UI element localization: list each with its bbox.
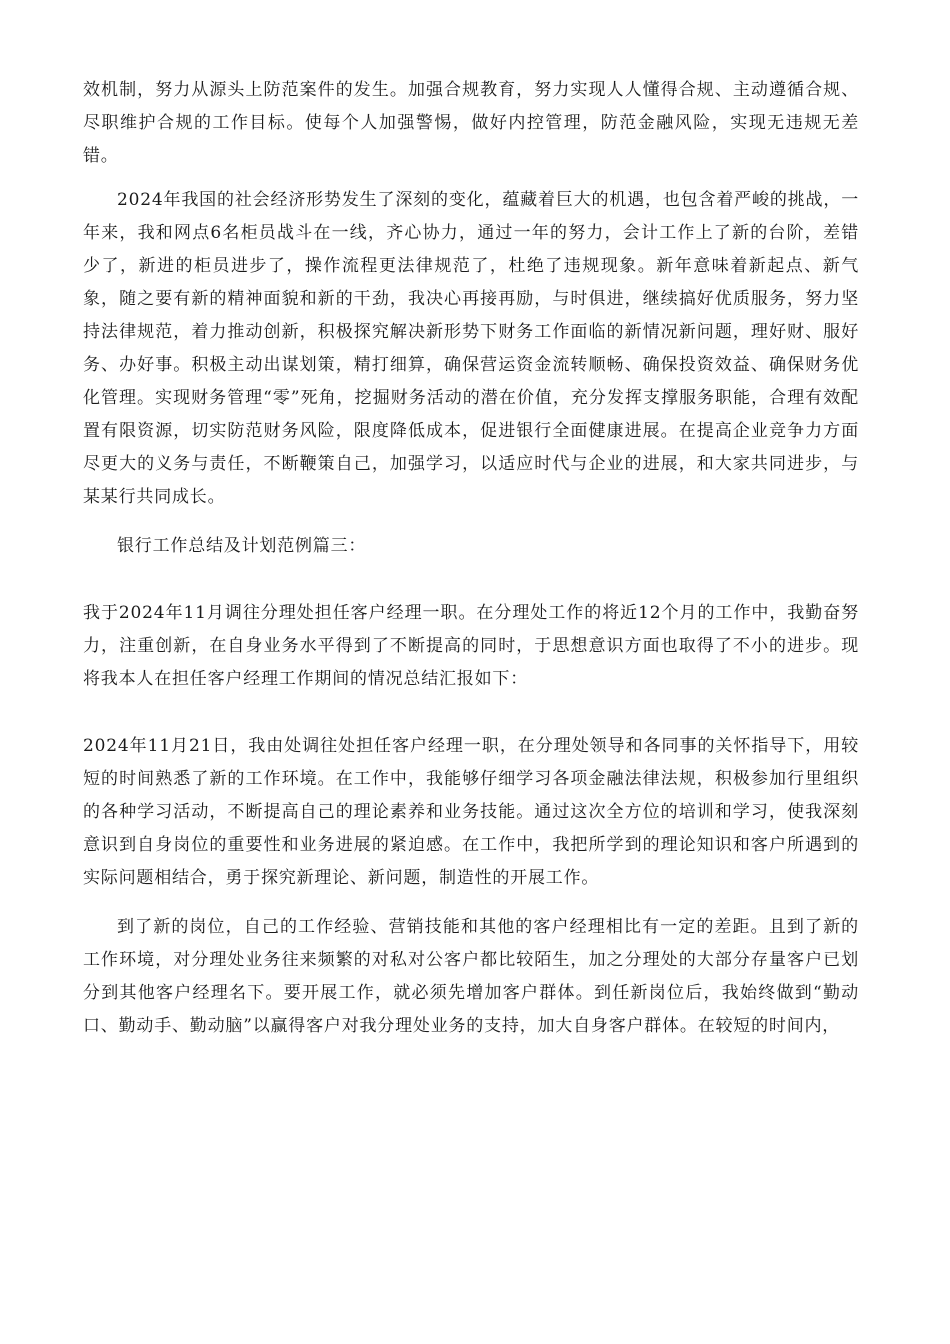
- document-body: [83, 74, 859, 1043]
- paragraph-compliance-continuation: 效机制，努力从源头上防范案件的发生。加强合规教育，努力实现人人懂得合规、主动遵循合规、尽职维护合规的工作目标。使每个人加强警惕，做好内控管理，防范金融风险，实现无违规无差错。: [83, 80, 859, 166]
- paragraph-transfer-and-learning: 2024年11月21日，我由处调往处担任客户经理一职，在分理处领导和各同事的关怀指导下，用较短的时间熟悉了新的工作环境。在工作中，我能够仔细学习各项金融法律法规，积极参加行里组织的各种学习活动，不断提高自己的理论素养和业务技能。通过这次全方位的培训和学习，使我深刻意识到自身岗位的重要性和业务进展的紧迫感。在工作中，我把所学到的理论知识和客户所遇到的实际问题相结合，勇于探究新理论、新问题，制造性的开展工作。: [83, 736, 859, 888]
- paragraph-account-manager-intro: 我于2024年11月调往分理处担任客户经理一职。在分理处工作的将近12个月的工作中，我勤奋努力，注重创新，在自身业务水平得到了不断提高的同时，于思想意识方面也取得了不小的进步。现将我本人在担任客户经理工作期间的情况总结汇报如下：: [83, 603, 859, 689]
- paragraph-new-position: 到了新的岗位，自己的工作经验、营销技能和其他的客户经理相比有一定的差距。且到了新的工作环境，对分理处业务往来频繁的对私对公客户都比较陌生，加之分理处的大部分存量客户已划分到其他客户经理名下。要开展工作，就必须先增加客户群体。到任新岗位后，我始终做到“勤动口、勤动手、勤动脑”以赢得客户对我分理处业务的支持，加大自身客户群体。在较短的时间内，: [83, 917, 859, 1036]
- paragraph-annual-review: 2024年我国的社会经济形势发生了深刻的变化，蕴藏着巨大的机遇，也包含着严峻的挑战，一年来，我和网点6名柜员战斗在一线，齐心协力，通过一年的努力，会计工作上了新的台阶，差错少了，新进的柜员进步了，操作流程更法律规范了，杜绝了违规现象。新年意味着新起点、新气象，随之要有新的精神面貌和新的干劲，我决心再接再励，与时俱进，继续搞好优质服务，努力坚持法律规范，着力推动创新，积极探究解决新形势下财务工作面临的新情况新问题，理好财、服好务、办好事。积极主动出谋划策，精打细算，确保营运资金流转顺畅、确保投资效益、确保财务优化管理。实现财务管理“零”死角，挖掘财务活动的潜在价值，充分发挥支撑服务职能，合理有效配置有限资源，切实防范财务风险，限度降低成本，促进银行全面健康进展。在提高企业竞争力方面尽更大的义务与责任，不断鞭策自己，加强学习，以适应时代与企业的进展，和大家共同进步，与某某行共同成长。: [83, 190, 859, 507]
- section-heading-part-three: 银行工作总结及计划范例篇三：: [117, 536, 367, 556]
